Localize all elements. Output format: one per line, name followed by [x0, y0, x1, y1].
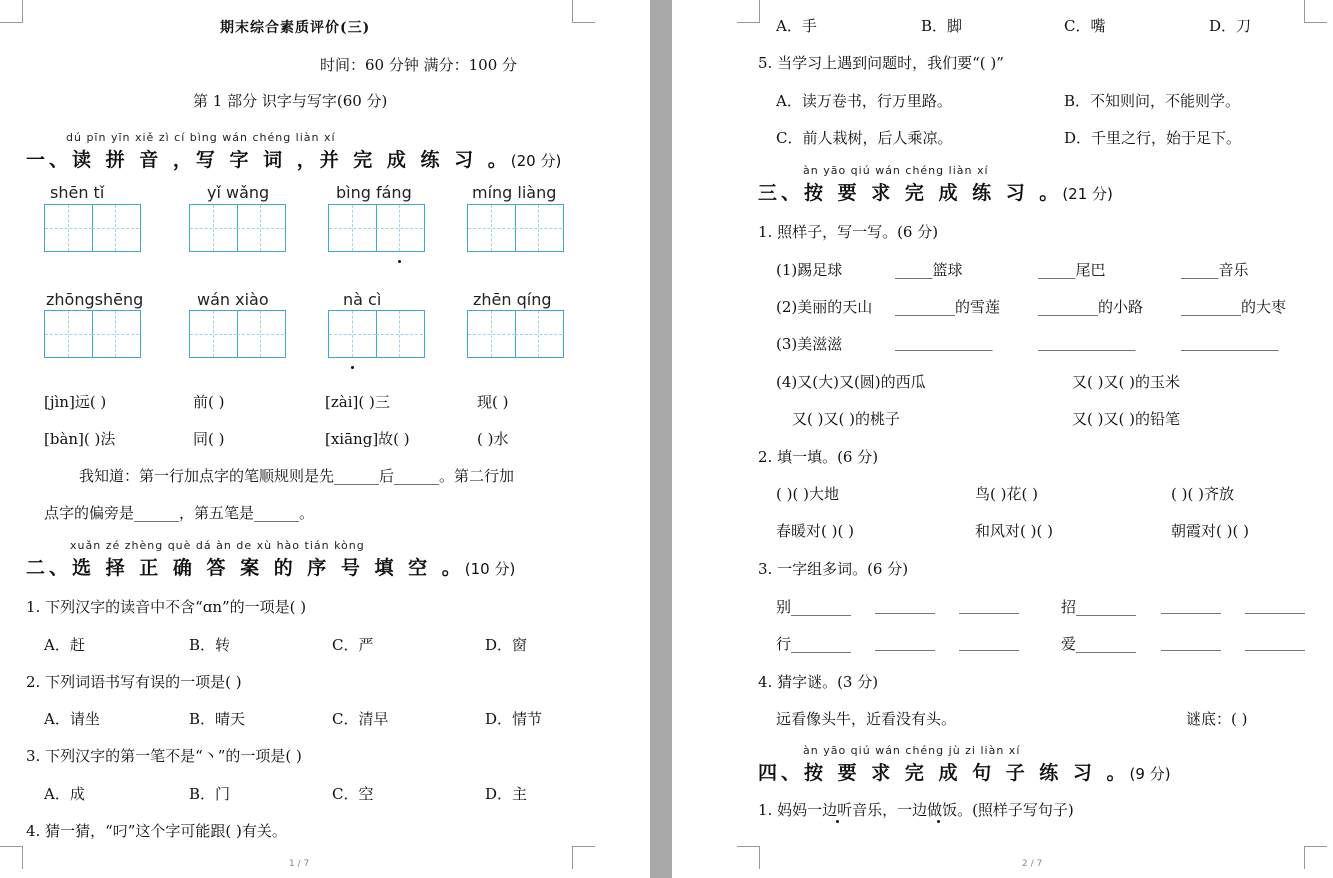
grid-pinyin: bìng fáng [336, 183, 412, 202]
fill-blank[interactable]: ________ [1161, 633, 1221, 651]
crop-mark [737, 0, 760, 23]
option[interactable]: B．脚 [921, 17, 963, 35]
writing-grid[interactable] [467, 204, 564, 252]
question-1: 1. 下列汉字的读音中不含“ɑn”的一项是( ) [26, 598, 307, 616]
fill-blank[interactable]: _____________ [895, 333, 993, 351]
time-score-line: 时间：60 分钟 满分：100 分 [320, 56, 518, 74]
crop-mark [1304, 0, 1327, 23]
option[interactable]: A．成 [44, 785, 85, 803]
writing-grid[interactable] [328, 310, 425, 358]
fill-blank[interactable]: 爱________ [1061, 635, 1137, 653]
option[interactable]: B．门 [189, 785, 231, 803]
fill-blank[interactable]: ________ [1245, 596, 1305, 614]
crop-mark [572, 846, 595, 869]
section4-score: (9 分) [1129, 765, 1171, 783]
example-row: (3)美滋滋 [776, 335, 843, 353]
section1-pinyin: dú pīn yīn xiě zì cí bìng wán chéng liàn xí [66, 131, 336, 144]
crop-mark [572, 0, 595, 23]
option[interactable]: C．嘴 [1064, 17, 1106, 35]
fill-blank[interactable]: 又( )又( )的玉米 [1072, 373, 1180, 391]
fill-blank[interactable]: 鸟( )花( ) [975, 485, 1038, 503]
fill-blank[interactable]: ________ [875, 596, 935, 614]
option[interactable]: D．主 [485, 785, 528, 803]
option[interactable]: A．赶 [44, 636, 85, 654]
writing-grid[interactable] [44, 310, 141, 358]
writing-grid[interactable] [328, 204, 425, 252]
fill-blank[interactable]: 又( )又( )的铅笔 [1072, 410, 1180, 428]
emphasis-dot [351, 366, 354, 369]
fill-blank[interactable]: 和风对( )( ) [975, 522, 1053, 540]
writing-grid[interactable] [467, 310, 564, 358]
section3-heading: 三、按 要 求 完 成 练 习 。(21 分) [758, 182, 1113, 204]
part-2-prompt: 2. 填一填。(6 分) [758, 448, 879, 466]
polyphone-item: 现( ) [477, 393, 509, 411]
emphasis-dot [836, 820, 839, 823]
know-line-1: 我知道：第一行加点字的笔顺规则是先______后______。第二行加 [79, 467, 515, 485]
polyphone-item: ( )水 [477, 430, 509, 448]
polyphone-item: [bàn]( )法 [44, 430, 116, 448]
fill-blank[interactable]: 行________ [776, 635, 852, 653]
fill-blank[interactable]: ________ [1161, 596, 1221, 614]
riddle-answer[interactable]: 谜底：( ) [1186, 710, 1248, 728]
emphasis-dot [937, 820, 940, 823]
fill-blank[interactable]: _____音乐 [1181, 261, 1249, 279]
fill-blank[interactable]: _____________ [1181, 333, 1279, 351]
grid-pinyin: míng liàng [472, 183, 557, 202]
fill-blank[interactable]: ( )( )大地 [776, 485, 839, 503]
know-line-2: 点字的偏旁是______，第五笔是______。 [44, 504, 315, 522]
fill-blank[interactable]: ________ [959, 596, 1019, 614]
fill-blank[interactable]: _____尾巴 [1038, 261, 1106, 279]
option[interactable]: D．刀 [1209, 17, 1252, 35]
option[interactable]: B．不知则问，不能则学。 [1064, 92, 1241, 110]
page-gap [650, 0, 672, 878]
crop-mark [0, 0, 23, 23]
option[interactable]: C．清早 [332, 710, 389, 728]
option[interactable]: A．请坐 [44, 710, 100, 728]
fill-blank[interactable]: ________的小路 [1038, 298, 1144, 316]
section4-heading: 四、按 要 求 完 成 句 子 练 习 。(9 分) [758, 762, 1171, 784]
grid-pinyin: zhēn qíng [473, 290, 552, 309]
section1-score: (20 分) [510, 152, 562, 170]
page-number: 2 / 7 [1022, 859, 1043, 869]
option[interactable]: D．窗 [485, 636, 528, 654]
writing-grid[interactable] [189, 204, 286, 252]
grid-pinyin: shēn tǐ [50, 183, 105, 202]
option[interactable]: D．情节 [485, 710, 543, 728]
document-page-2 [672, 0, 1333, 878]
crop-mark [1304, 846, 1327, 869]
example-row: (1)踢足球 [776, 261, 843, 279]
polyphone-item: [jìn]远( ) [44, 393, 107, 411]
fill-blank[interactable]: _____篮球 [895, 261, 963, 279]
option[interactable]: B．转 [189, 636, 231, 654]
fill-blank[interactable]: ( )( )齐放 [1171, 485, 1234, 503]
fill-blank[interactable]: ________ [1245, 633, 1305, 651]
writing-grid[interactable] [44, 204, 141, 252]
question-final: 1. 妈妈一边听音乐，一边做饭。(照样子写句子) [758, 801, 1074, 819]
section3-pinyin: àn yāo qiú wán chéng liàn xí [803, 164, 989, 177]
question-2: 2. 下列词语书写有误的一项是( ) [26, 673, 242, 691]
part-3-prompt: 3. 一字组多词。(6 分) [758, 560, 909, 578]
part-heading: 第 1 部分 识字与写字(60 分) [193, 92, 388, 110]
fill-blank[interactable]: _____________ [1038, 333, 1136, 351]
section2-score: (10 分) [464, 560, 516, 578]
fill-blank[interactable]: 别________ [776, 598, 852, 616]
option[interactable]: C．前人栽树，后人乘凉。 [776, 129, 953, 147]
emphasis-dot [398, 260, 401, 263]
fill-blank[interactable]: ________ [875, 633, 935, 651]
page-number: 1 / 7 [289, 859, 310, 869]
option[interactable]: A．读万卷书，行万里路。 [776, 92, 952, 110]
fill-blank[interactable]: 春暖对( )( ) [776, 522, 854, 540]
polyphone-item: [xiāng]故( ) [325, 430, 410, 448]
fill-blank[interactable]: 又( )又( )的桃子 [792, 410, 900, 428]
question-4: 4. 猜一猜，“叼”这个字可能跟( )有关。 [26, 822, 287, 840]
section4-pinyin: àn yāo qiú wán chéng jù zi liàn xí [803, 744, 1021, 757]
riddle-text: 远看像头牛，近看没有头。 [776, 710, 957, 728]
fill-blank[interactable]: ________的大枣 [1181, 298, 1287, 316]
part-4-prompt: 4. 猜字谜。(3 分) [758, 673, 879, 691]
section2-heading: 二、选 择 正 确 答 案 的 序 号 填 空 。(10 分) [26, 557, 516, 579]
fill-blank[interactable]: ________ [959, 633, 1019, 651]
grid-pinyin: wán xiào [197, 290, 269, 309]
option[interactable]: A．手 [776, 17, 817, 35]
grid-pinyin: nà cì [343, 290, 382, 309]
fill-blank[interactable]: 朝霞对( )( ) [1171, 522, 1249, 540]
question-5: 5. 当学习上遇到问题时，我们要“( )” [758, 54, 1004, 72]
exam-title: 期末综合素质评价(三) [220, 20, 371, 36]
question-3: 3. 下列汉字的第一笔不是“丶”的一项是( ) [26, 747, 302, 765]
example-row: (2)美丽的天山 [776, 298, 873, 316]
option[interactable]: B．晴天 [189, 710, 246, 728]
grid-pinyin: zhōngshēng [46, 290, 144, 309]
option[interactable]: C．严 [332, 636, 374, 654]
section3-score: (21 分) [1062, 185, 1113, 203]
document-page-1 [0, 0, 650, 878]
part-1-prompt: 1. 照样子，写一写。(6 分) [758, 223, 939, 241]
example-row: (4)又(大)又(圆)的西瓜 [776, 373, 926, 391]
fill-blank[interactable]: 招________ [1061, 598, 1137, 616]
fill-blank[interactable]: ________的雪莲 [895, 298, 1001, 316]
writing-grid[interactable] [189, 310, 286, 358]
polyphone-item: [zài]( )三 [325, 393, 390, 411]
section2-pinyin: xuǎn zé zhèng què dá àn de xù hào tián kòng [70, 539, 365, 552]
section1-heading: 一、读 拼 音 ，写 字 词 ，并 完 成 练 习 。(20 分) [26, 149, 562, 171]
crop-mark [737, 846, 760, 869]
polyphone-item: 同( ) [193, 430, 225, 448]
option[interactable]: D．千里之行，始于足下。 [1064, 129, 1242, 147]
crop-mark [0, 846, 23, 869]
polyphone-item: 前( ) [193, 393, 225, 411]
option[interactable]: C．空 [332, 785, 374, 803]
grid-pinyin: yǐ wǎng [207, 183, 270, 202]
